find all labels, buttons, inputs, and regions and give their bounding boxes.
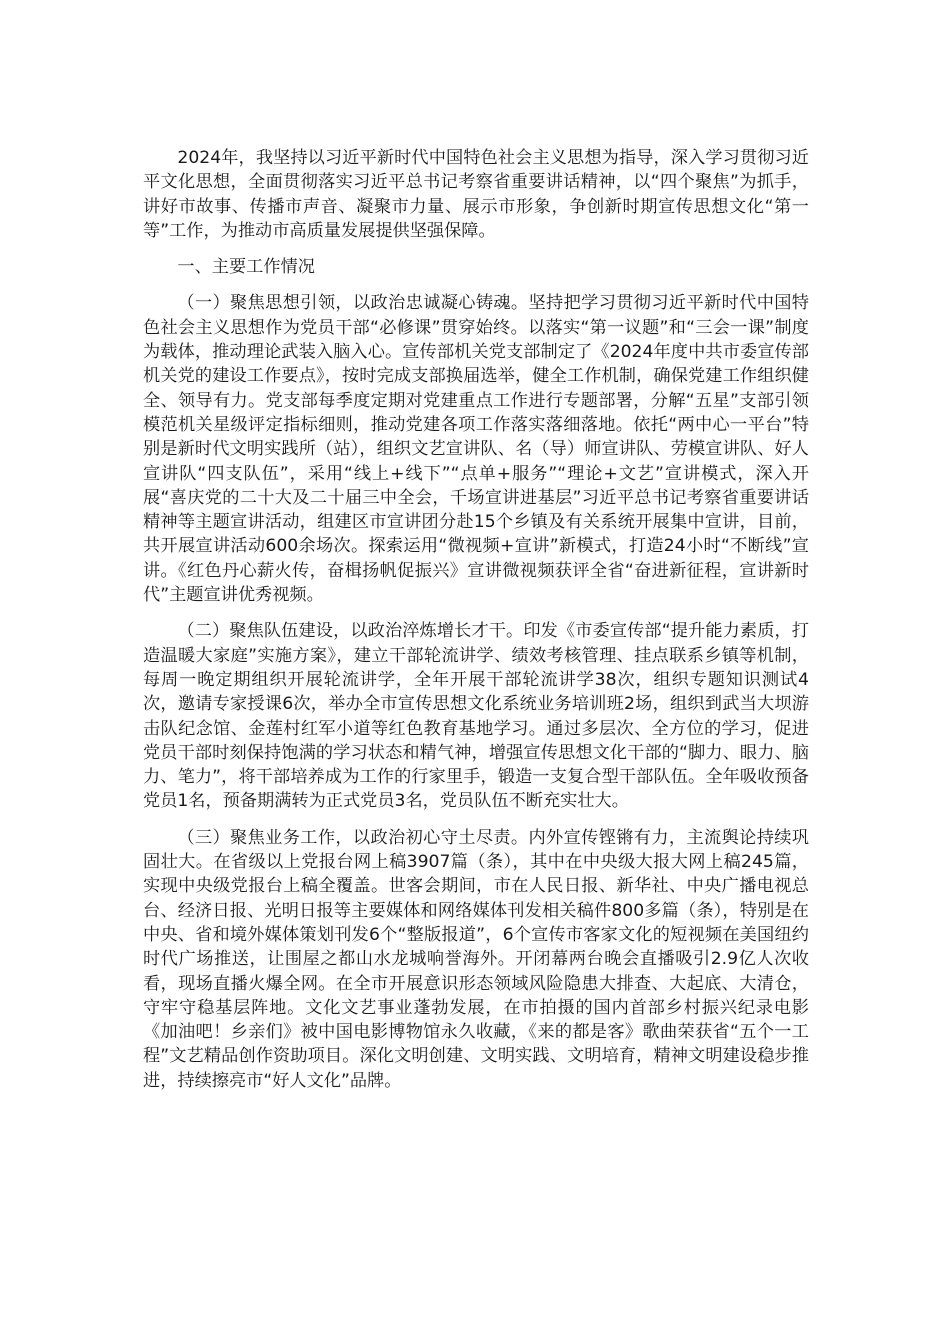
paragraph-team-building: （二）聚焦队伍建设，以政治淬炼增长才干。印发《市委宣传部“提升能力素质，打造温暖大家庭”实施方案》，建立干部轮流讲学、绩效考核管理、挂点联系乡镇等机制，每周一晚定期组织开展轮流讲学，全年开展干部轮流讲学38次，组织专题知识测试4次，邀请专家授课6次，举办全市宣传思想文化系统业务培训班2场，组织到武当大坝游击队纪念馆、金莲村红军小道等红色教育基地学习。通过多层次、全方位的学习，促进党员干部时刻保持饱满的学习状态和精气神，增强宣传思想文化干部的“脚力、眼力、脑力、笔力”，将干部培养成为工作的行家里手，锻造一支复合型干部队伍。全年吸收预备党员1名，预备期满转为正式党员3名，党员队伍不断充实壮大。	[143, 621, 809, 812]
paragraph-business-work: （三）聚焦业务工作，以政治初心守土尽责。内外宣传铿锵有力，主流舆论持续巩固壮大。在省级以上党报台网上稿3907篇（条），其中在中央级大报大网上稿245篇，实现中央级党报台上稿全覆盖。世客会期间，市在人民日报、新华社、中央广播电视总台、经济日报、光明日报等主要媒体和网络媒体刊发相关稿件800多篇（条），特别是在中央、省和境外媒体策划刊发6个“整版报道”，6个宣传市客家文化的短视频在美国纽约时代广场推送，让围屋之都山水龙城响誉海外。开闭幕两台晚会直播吸引2.9亿人次收看，现场直播火爆全网。在全市开展意识形态领域风险隐患大排查、大起底、大清仓，守牢守稳基层阵地。文化文艺事业蓬勃发展，在市拍摄的国内首部乡村振兴纪录电影《加油吧！乡亲们》被中国电影博物馆永久收藏，《来的都是客》歌曲荣获省“五个一工程”文艺精品创作资助项目。深化文明创建、文明实践、文明培育，精神文明建设稳步推进，持续擦亮市“好人文化”品牌。	[143, 827, 809, 1091]
intro-paragraph: 2024年，我坚持以习近平新时代中国特色社会主义思想为指导，深入学习贯彻习近平文化思想，全面贯彻落实习近平总书记考察省重要讲话精神，以“四个聚焦”为抓手，讲好市故事、传播市声音、凝聚市力量、展示市形象，争创新时期宣传思想文化“第一等”工作，为推动市高质量发展提供坚强保障。	[143, 148, 809, 241]
section-heading: 一、主要工作情况	[177, 257, 315, 278]
document-page	[143, 146, 809, 1105]
paragraph-ideology: （一）聚焦思想引领，以政治忠诚凝心铸魂。坚持把学习贯彻习近平新时代中国特色社会主义思想作为党员干部“必修课”贯穿始终。以落实“第一议题”和“三会一课”制度为载体，推动理论武装入脑入心。宣传部机关党支部制定了《2024年度中共市委宣传部机关党的建设工作要点》，按时完成支部换届选举，健全工作机制，确保党建工作组织健全、领导有力。党支部每季度定期对党建重点工作进行专题部署，分解“五星”支部引领模范机关星级评定指标细则，推动党建各项工作落实落细落地。依托“两中心一平台”特别是新时代文明实践所（站），组织文艺宣讲队、名（导）师宣讲队、劳模宣讲队、好人宣讲队“四支队伍”，采用“线上+线下”“点单+服务”“理论+文艺”宣讲模式，深入开展“喜庆党的二十大及二十届三中全会，千场宣讲进基层”习近平总书记考察省重要讲话精神等主题宣讲活动，组建区市宣讲团分赴15个乡镇及有关系统开展集中宣讲，目前，共开展宣讲活动600余场次。探索运用“微视频+宣讲”新模式，打造24小时“不断线”宣讲。《红色丹心薪火传，奋楫扬帆促振兴》宣讲微视频获评全省“奋进新征程，宣讲新时代”主题宣讲优秀视频。	[143, 293, 809, 606]
